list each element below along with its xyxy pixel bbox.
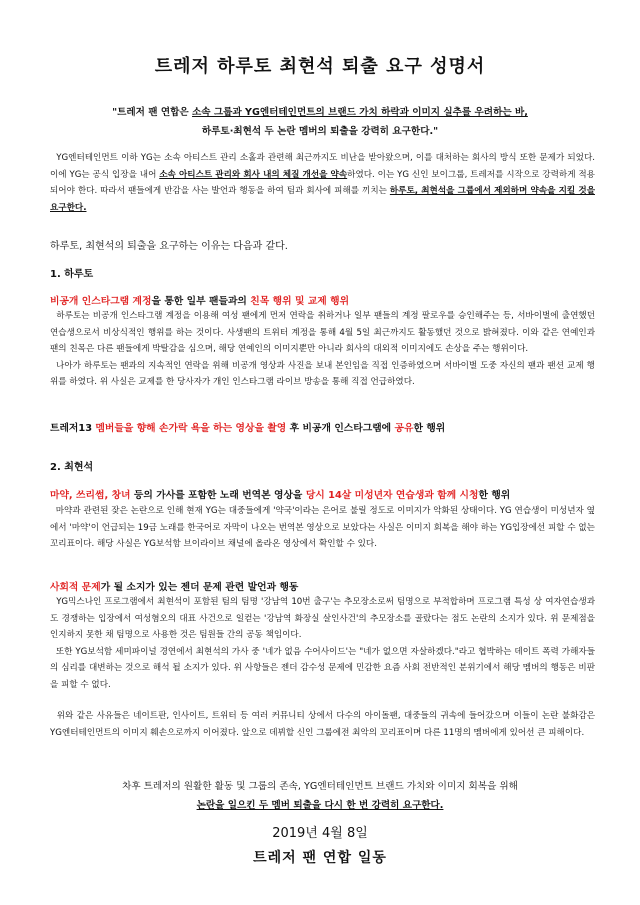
s2-sub1-text1: 등의 가사를 포함한 노래 번역본 영상을	[130, 490, 306, 501]
closing-line2: 논란을 일으킨 두 멤버 퇴출을 다시 한 번 강력히 요구한다.	[196, 800, 444, 811]
intro-paragraph	[50, 150, 595, 216]
reason-lead: 하루토, 최현석의 퇴출을 요구하는 이유는 다음과 같다.	[50, 241, 288, 252]
s2-sub2-text1: 가 될 소지가 있는 젠더 문제 관련 발언과 행동	[100, 582, 299, 593]
intro-underline-2: 하루토, 최현석을 그룹에서 제외하며 약속을 지킬 것을 요구한다.	[50, 186, 595, 213]
s1-sub2-text3: 한 행위	[413, 423, 446, 434]
quote-line1-a: "트레저 팬 연합은	[112, 107, 193, 118]
s1-p2: 나아가 하루토는 팬과의 지속적인 연락을 위해 비공개 영상과 사진을 보내 본인임을 직접 인증하였으며 서바이벌 도중 자신의 팬과 팬션 교제 행위를 하였다. 위 사실은 교제를 한 당사자가 개인 인스타그램 라이브 방송을 통해 직접 언급하였다.	[50, 360, 595, 387]
s2-sub1-red2: 당시 14살 미성년자 연습생과 함께 시청	[305, 490, 479, 501]
s1-sub2-text2: 후 비공개 인스타그램에	[286, 423, 395, 434]
s1-sub1-red2: 친목 행위 및 교제 행위	[250, 296, 350, 307]
section2-paragraph2	[50, 594, 595, 693]
section1-sub1	[50, 293, 610, 307]
quote-line1-b: 소속 그룹과 YG엔터테인먼트의 브랜드 가치 하락과 이미지 실추를 우려하는 바,	[192, 107, 528, 118]
section2-heading: 2. 최현석	[50, 462, 94, 473]
statement-date: 2019년 4월 8일	[272, 826, 368, 841]
section1-heading: 1. 하루토	[50, 269, 94, 280]
s2-p1: 마약과 관련된 잦은 논란으로 인해 현재 YG는 대중들에게 '약국'이라는 은어로 불릴 정도로 이미지가 악화된 상태이다. YG 연습생이 미성년자 옆에서 '마약'이 언급되는 19금 노래를 한국어로 자막이 나오는 번역본 영상으로 보았다는 사실은 이미지 회복을 해야 하는 YG입장에선 피할 수 없는 꼬리표이다. 해당 사실은 YG보석함 브이라이브 채널에 올라온 영상에서 확인할 수 있다.	[50, 506, 595, 549]
s2-sub2-red1: 사회적 문제	[50, 582, 101, 593]
document-title: 트레저 하루토 최현석 퇴출 요구 성명서	[154, 56, 486, 77]
section1-sub2	[50, 420, 610, 434]
s2-p2: YG믹스나인 프로그램에서 최현석이 포함된 팀의 팀명 '강남역 10번 출구'는 추모장소로써 팀명으로 부적합하며 프로그램 특성 상 여자연습생과도 경쟁하는 입장에서 여성혐오의 대표 사건으로 일컫는 '강남역 화장실 살인사건'의 추모장소를 골랐다는 점도 논란의 소지가 있다. 위 문제점을 인지하지 못한 채 팀명으로 사용한 것은 팀원들 간의 공동 책임이다.	[50, 597, 595, 640]
intro-text-1: YG엔터테인먼트 이하 YG는 소속 아티스트 관리 소홀과 관련해 최근까지도 비난을 받아왔으며, 이를 대처하는 회사의 방식 또한 문제가 되었다. 이에 YG는 공식 입장을 내어	[50, 153, 596, 180]
quote-line2: 하루토·최현석 두 논란 멤버의 퇴출을 강력히 요구한다."	[201, 126, 439, 137]
s1-sub1-text1: 을 통한 일부 팬들과의	[151, 296, 251, 307]
section1-paragraph	[50, 308, 595, 391]
s2-p3: 또한 YG보석함 세미파이널 경연에서 최현석의 가사 중 '네가 없음 수어사이드'는 "네가 없으면 자살하겠다."라고 협박하는 데이트 폭력 가해자들의 심리를 대변하는 것으로 해석 될 소지가 있다. 위 사항들은 젠더 감수성 문제에 민감한 요즘 사회 전반적인 분위기에서 해당 멤버의 행동은 비판을 피할 수 없다.	[50, 646, 595, 690]
intro-underline-1: 소속 아티스트 관리와 회사 내의 체질 개선을 약속	[159, 169, 348, 180]
summary-paragraph	[50, 708, 595, 741]
lead-quote	[60, 103, 580, 141]
s1-p1: 하루토는 비공개 인스타그램 계정을 이용해 여성 팬에게 먼저 연락을 취하거나 일부 팬들의 계정 팔로우를 승인해주는 등, 서바이벌에 출연했던 연습생으로서 비상식적인 행위를 하는 것이다. 사생팬의 트위터 계정을 통해 4월 5일 최근까지도 활동했던 것으로 밝혀졌다. 이와 같은 연예인과 팬의 친목은 다른 팬들에게 박탈감을 심으며, 해당 연예인의 이미지뿐만 아니라 회사의 대외적 이미지에도 손상을 주는 행위이다.	[50, 311, 595, 354]
s1-sub2-red1: 멤버들을 향해 손가락 욕을 하는 영상을 촬영	[95, 423, 287, 434]
s1-sub1-red1: 비공개 인스타그램 계정	[50, 296, 152, 307]
summary-text: 위와 같은 사유들은 네이트판, 인사이트, 트위터 등 여러 커뮤니티 상에서 다수의 아이돌팬, 대중들의 귀속에 들어갔으며 이들이 논란 불화감은 YG엔터테인먼트의 이미지 훼손으로까지 이어졌다. 앞으로 데뷔할 신인 그룹에전 최악의 꼬리표이며 다른 11명의 멤버에게 있어선 큰 피해이다.	[50, 711, 595, 738]
s1-sub2-red2: 공유	[394, 423, 414, 434]
s1-sub2-text1: 트레저13	[50, 423, 96, 434]
intro-text-2: 하였다. 이는 YG 신인 보이그룹, 트레저를 시작으로 강력하게 적용되어야 한다. 따라서 팬들에게 반감을 사는 발언과 행동을 하여 팀과 회사에 피해를 끼치는	[50, 169, 595, 196]
closing-line1: 차후 트레저의 원활한 활동 및 그룹의 존속, YG엔터테인먼트 브랜드 가치와 이미지 회복을 위해	[122, 781, 518, 792]
section2-sub2	[50, 579, 610, 593]
signature: 트레저 팬 연합 일동	[253, 850, 387, 866]
closing-statement	[0, 777, 640, 815]
s2-sub1-red1: 마약, 쓰리썸, 창녀	[50, 490, 131, 501]
section2-sub1	[50, 487, 610, 501]
s2-sub1-text2: 한 행위	[478, 490, 511, 501]
section2-paragraph1	[50, 503, 595, 553]
